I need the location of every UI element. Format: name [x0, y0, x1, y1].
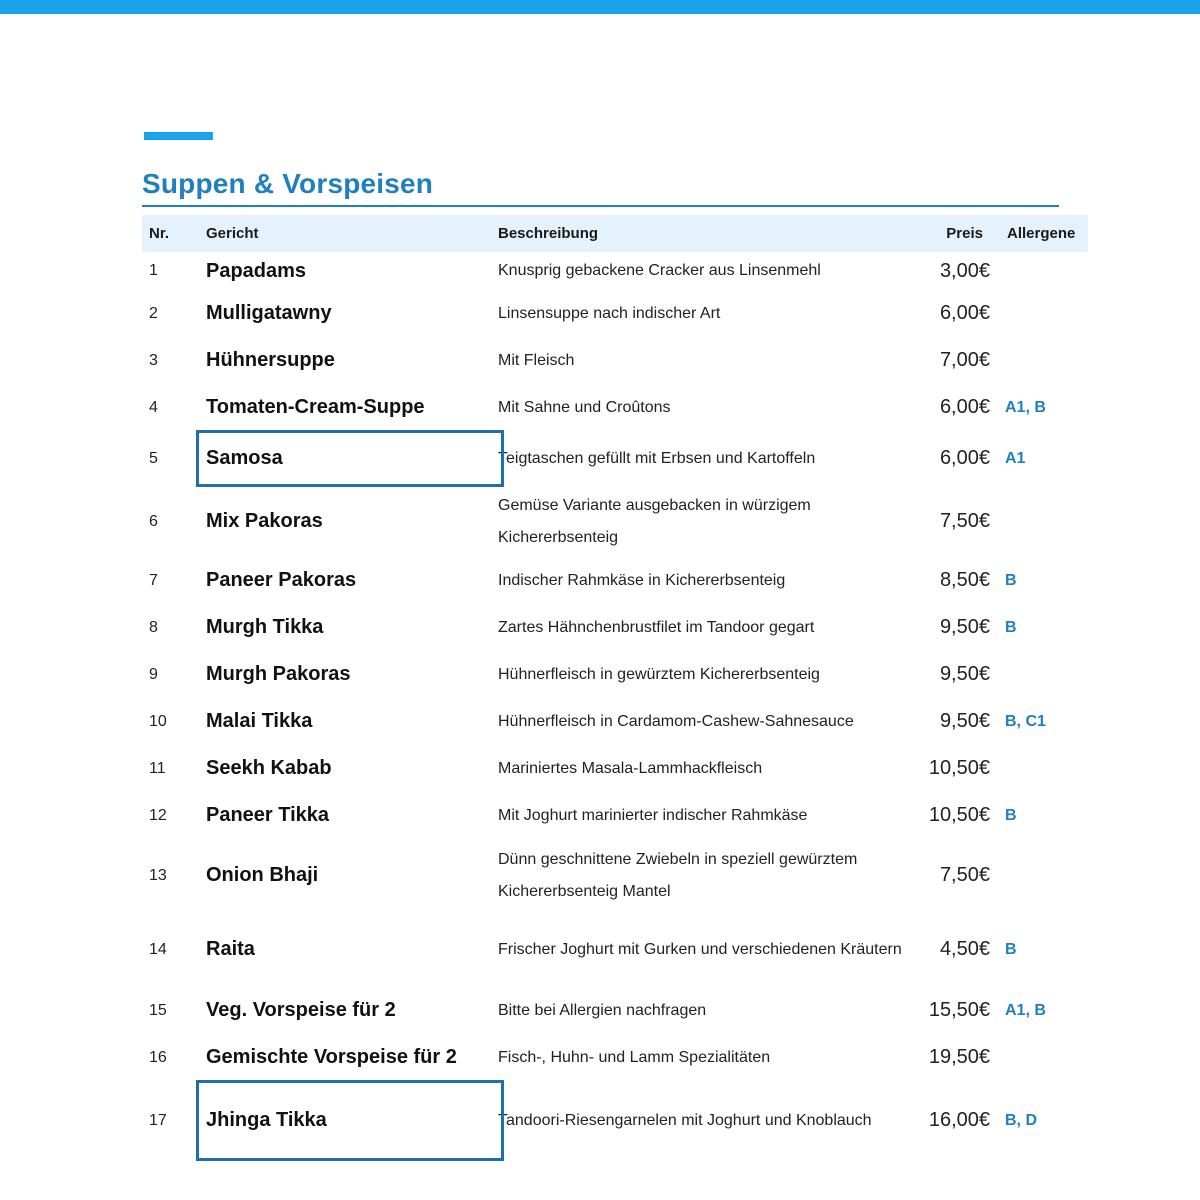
table-row[interactable] — [142, 431, 1088, 486]
dish-name: Hühnersuppe — [206, 349, 335, 371]
table-row[interactable] — [142, 1034, 1088, 1081]
dish-name-cell — [206, 987, 498, 1034]
table-row[interactable] — [142, 651, 1088, 698]
dish-description: Knusprig gebackene Cracker aus Linsenmehl — [498, 262, 821, 279]
table-row[interactable] — [142, 745, 1088, 792]
dish-description: Teigtaschen gefüllt mit Erbsen und Kartoffeln — [498, 449, 816, 467]
dish-name-cell — [206, 651, 498, 698]
dish-name: Malai Tikka — [206, 710, 313, 732]
dish-name: Tomaten-Cream-Suppe — [206, 396, 425, 418]
dish-name: Jhinga Tikka — [206, 1109, 327, 1131]
dish-price: 9,50€ — [939, 616, 990, 638]
header-description: Beschreibung — [498, 225, 599, 242]
dish-price: 4,50€ — [939, 938, 990, 960]
dish-description: Frischer Joghurt mit Gurken und verschiedenen Kräutern — [498, 940, 902, 958]
dish-name-cell — [206, 431, 498, 486]
dish-name-cell — [206, 1034, 498, 1081]
dish-name-cell — [206, 486, 498, 557]
dish-name: Mulligatawny — [206, 302, 332, 324]
dish-name: Murgh Tikka — [206, 616, 324, 638]
allergen-codes — [997, 337, 1088, 384]
dish-name-cell — [206, 384, 498, 431]
section-title: Suppen & Vorspeisen — [142, 168, 434, 199]
row-number: 13 — [149, 866, 167, 884]
menu-table — [142, 215, 1088, 1160]
dish-price: 7,50€ — [939, 510, 990, 532]
row-number: 4 — [149, 398, 158, 416]
row-number: 2 — [149, 304, 158, 322]
row-number: 15 — [149, 1001, 167, 1019]
row-number: 16 — [149, 1048, 167, 1066]
table-row[interactable] — [142, 604, 1088, 651]
dish-price: 9,50€ — [939, 663, 990, 685]
dish-name: Paneer Tikka — [206, 804, 330, 826]
dish-description: Dünn geschnittene Zwiebeln in speziell gewürztem Kichererbsenteig Mantel — [498, 850, 858, 900]
table-header — [142, 215, 1088, 252]
dish-name: Raita — [206, 938, 255, 960]
row-number: 14 — [149, 940, 167, 958]
dish-name-cell — [206, 557, 498, 604]
row-number: 3 — [149, 351, 158, 369]
allergen-codes: B — [1005, 618, 1017, 636]
table-row[interactable] — [142, 252, 1088, 290]
dish-price: 10,50€ — [928, 804, 990, 826]
row-number: 7 — [149, 571, 158, 589]
dish-price: 6,00€ — [939, 447, 990, 469]
table-row[interactable] — [142, 486, 1088, 557]
dish-description: Hühnerfleisch in gewürztem Kichererbsenteig — [498, 665, 820, 683]
table-row[interactable] — [142, 384, 1088, 431]
dish-description: Indischer Rahmkäse in Kichererbsenteig — [498, 571, 786, 589]
dish-name-cell — [206, 745, 498, 792]
header-nr: Nr. — [149, 225, 170, 242]
row-number: 17 — [149, 1111, 167, 1129]
dish-description: Zartes Hähnchenbrustfilet im Tandoor gegart — [498, 618, 815, 636]
table-row[interactable] — [142, 698, 1088, 745]
allergen-codes — [997, 839, 1088, 912]
section-accent-dash — [144, 132, 213, 140]
header-price: Preis — [946, 225, 983, 242]
dish-price: 7,00€ — [939, 349, 990, 371]
dish-name-cell — [206, 252, 498, 290]
table-row[interactable] — [142, 987, 1088, 1034]
dish-price: 19,50€ — [928, 1046, 990, 1068]
dish-price: 8,50€ — [939, 569, 990, 591]
allergen-codes — [997, 252, 1088, 290]
dish-price: 16,00€ — [928, 1109, 990, 1131]
dish-name-cell — [206, 839, 498, 912]
allergen-codes — [997, 486, 1088, 557]
dish-name-cell — [206, 337, 498, 384]
row-number: 11 — [149, 759, 166, 777]
dish-description: Mit Fleisch — [498, 351, 575, 369]
table-row[interactable] — [142, 337, 1088, 384]
top-accent-bar — [0, 0, 1200, 14]
row-number: 9 — [149, 665, 158, 683]
header-allergens: Allergene — [1007, 225, 1076, 242]
dish-name-cell — [206, 698, 498, 745]
dish-name: Veg. Vorspeise für 2 — [206, 999, 396, 1021]
dish-name: Samosa — [206, 447, 283, 469]
allergen-codes: A1, B — [1005, 398, 1046, 416]
row-number: 12 — [149, 806, 167, 824]
header-dish: Gericht — [206, 225, 259, 242]
dish-price: 10,50€ — [928, 757, 990, 779]
dish-description: Gemüse Variante ausgebacken in würzigem Kichererbsenteig — [498, 496, 811, 546]
dish-price: 7,50€ — [939, 864, 990, 886]
allergen-codes: B — [1005, 806, 1017, 824]
dish-name: Paneer Pakoras — [206, 569, 357, 591]
row-number: 1 — [149, 262, 158, 279]
dish-price: 9,50€ — [939, 710, 990, 732]
dish-description: Bitte bei Allergien nachfragen — [498, 1001, 707, 1019]
dish-name: Mix Pakoras — [206, 510, 323, 532]
dish-description: Mit Joghurt marinierter indischer Rahmkäse — [498, 806, 808, 824]
allergen-codes: B, D — [1005, 1111, 1037, 1129]
allergen-codes — [997, 651, 1088, 698]
table-row[interactable] — [142, 792, 1088, 839]
dish-description: Fisch-, Huhn- und Lamm Spezialitäten — [498, 1048, 771, 1066]
allergen-codes — [997, 1034, 1088, 1081]
dish-name: Gemischte Vorspeise für 2 — [206, 1046, 457, 1068]
dish-description: Tandoori-Riesengarnelen mit Joghurt und Knoblauch — [498, 1111, 872, 1129]
row-number: 8 — [149, 618, 158, 636]
allergen-codes — [997, 290, 1088, 337]
allergen-codes: B — [1005, 940, 1017, 958]
table-row[interactable] — [142, 1081, 1088, 1160]
allergen-codes: B, C1 — [1005, 712, 1046, 730]
dish-name-cell — [206, 1081, 498, 1160]
dish-name: Seekh Kabab — [206, 757, 332, 779]
dish-description: Mit Sahne und Croûtons — [498, 398, 671, 416]
dish-description: Hühnerfleisch in Cardamom-Cashew-Sahnesauce — [498, 712, 854, 730]
row-number: 5 — [149, 449, 158, 467]
title-underline — [142, 205, 1059, 207]
allergen-codes — [997, 745, 1088, 792]
dish-description: Linsensuppe nach indischer Art — [498, 304, 721, 322]
dish-price: 6,00€ — [939, 396, 990, 418]
dish-name-cell — [206, 290, 498, 337]
table-row[interactable] — [142, 290, 1088, 337]
allergen-codes: B — [1005, 571, 1017, 589]
dish-price: 6,00€ — [939, 302, 990, 324]
dish-name-cell — [206, 604, 498, 651]
dish-name-cell — [206, 792, 498, 839]
allergen-codes: A1 — [1005, 449, 1026, 467]
table-row[interactable] — [142, 912, 1088, 987]
dish-price: 3,00€ — [939, 259, 990, 282]
table-header-row — [142, 215, 1088, 252]
row-number: 6 — [149, 512, 158, 530]
table-body — [142, 252, 1088, 1160]
table-row[interactable] — [142, 557, 1088, 604]
dish-name-cell — [206, 912, 498, 987]
dish-price: 15,50€ — [928, 999, 990, 1021]
allergen-codes: A1, B — [1005, 1001, 1046, 1019]
table-row[interactable] — [142, 839, 1088, 912]
dish-name: Papadams — [206, 259, 307, 282]
dish-name: Onion Bhaji — [206, 864, 319, 886]
dish-name: Murgh Pakoras — [206, 663, 351, 685]
dish-description: Mariniertes Masala-Lammhackfleisch — [498, 759, 763, 777]
row-number: 10 — [149, 712, 167, 730]
